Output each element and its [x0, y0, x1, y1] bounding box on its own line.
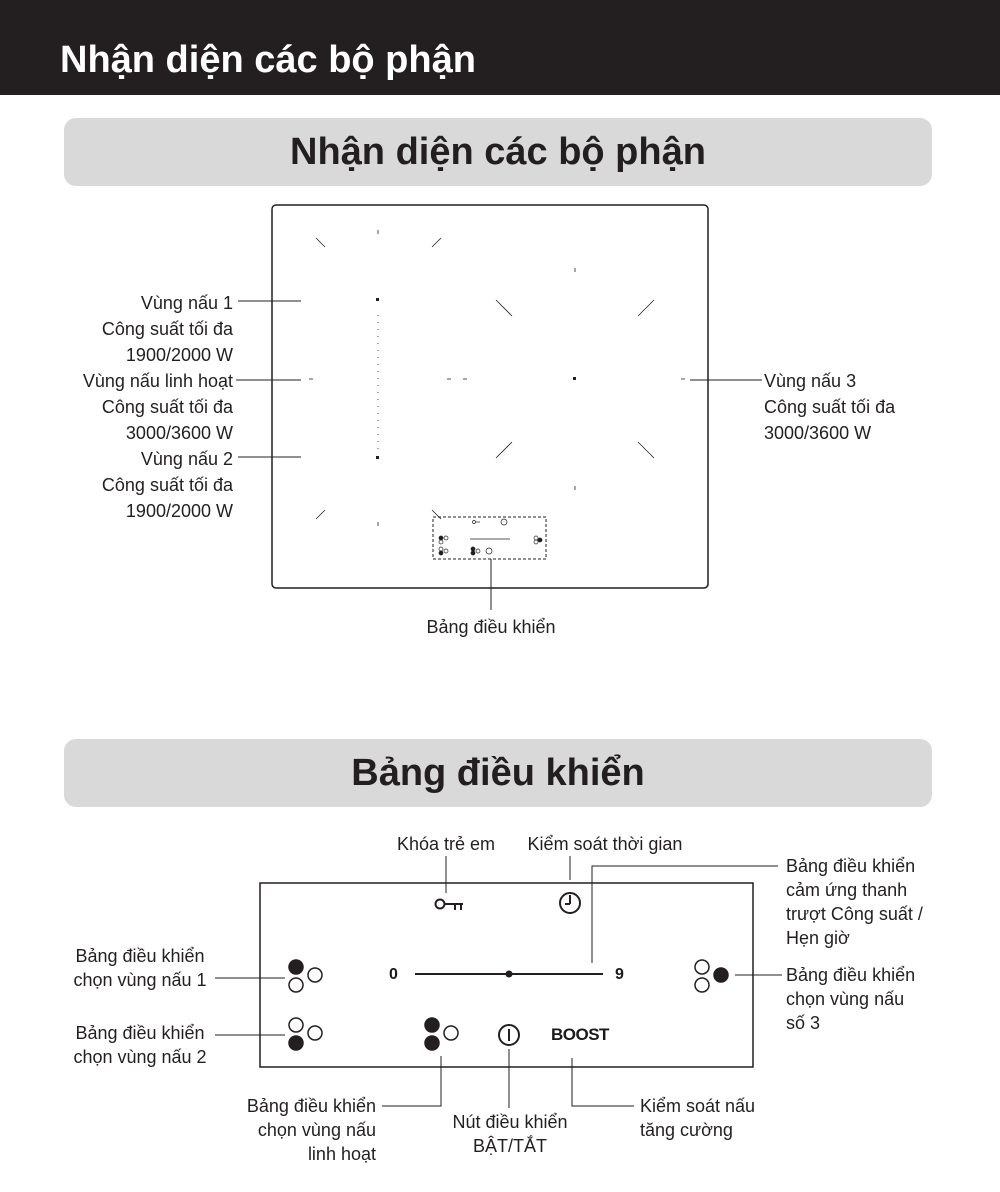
zone3-select-label-line: số 3	[786, 1013, 821, 1033]
zone2-power-label: Công suất tối đa	[101, 475, 233, 495]
child-lock-label: Khóa trẻ em	[396, 834, 496, 854]
zone1-power: 1900/2000 W	[125, 345, 233, 365]
slider-label	[786, 854, 923, 950]
zone1-power-label: Công suất tối đa	[101, 319, 233, 339]
slider-label-line: trượt Công suất /	[786, 904, 923, 924]
zone2-select-label-line: Bảng điều khiển	[75, 1023, 205, 1043]
control-panel-label: Bảng điều khiển	[426, 617, 556, 637]
section-panel-title: Bảng điều khiển	[64, 739, 932, 807]
zone3-power: 3000/3600 W	[764, 423, 872, 443]
zone3-power-label: Công suất tối đa	[764, 397, 896, 417]
section-parts-title: Nhận diện các bộ phận	[64, 118, 932, 186]
slider-label-line: Bảng điều khiển	[786, 856, 916, 876]
flex-zone-name: Vùng nấu linh hoạt	[82, 371, 233, 391]
slider-max-label: 9	[615, 966, 624, 983]
zone1-select-label-line: chọn vùng nấu 1	[73, 970, 207, 990]
timer-label: Kiểm soát thời gian	[527, 834, 683, 854]
flex-select-label-line: chọn vùng nấu	[257, 1120, 376, 1140]
flex-zone-label	[83, 368, 233, 446]
zone1-label	[102, 290, 233, 368]
slider-knob	[506, 971, 513, 978]
zone2-name: Vùng nấu 2	[140, 449, 233, 469]
zone3-select-label	[786, 963, 915, 1035]
boost-button[interactable]: BOOST	[551, 1025, 609, 1044]
zone1-select-label	[60, 944, 220, 992]
zone2-power: 1900/2000 W	[125, 501, 233, 521]
flex-select-label-line: Bảng điều khiển	[246, 1096, 376, 1116]
flex-zone-power: 3000/3600 W	[125, 423, 233, 443]
boost-control-label-line: tăng cường	[640, 1120, 733, 1140]
zone3-select-label-line: Bảng điều khiển	[786, 965, 916, 985]
zone2-select-label	[60, 1021, 220, 1069]
zone3-select-label-line: chọn vùng nấu	[786, 989, 905, 1009]
slider-label-line: Hẹn giờ	[786, 928, 850, 948]
power-button-label-line: BẬT/TẮT	[472, 1136, 547, 1156]
power-button-label-line: Nút điều khiển	[452, 1112, 568, 1132]
zone1-select-label-line: Bảng điều khiển	[75, 946, 205, 966]
flex-zone-power-label: Công suất tối đa	[101, 397, 233, 417]
zone1-name: Vùng nấu 1	[140, 293, 233, 313]
flex-select-label	[247, 1094, 376, 1166]
header-title: Nhận diện các bộ phận	[60, 39, 476, 81]
hob-outline	[272, 205, 708, 588]
zone3-label	[764, 368, 895, 446]
power-button-label	[428, 1110, 592, 1158]
zone2-select-label-line: chọn vùng nấu 2	[73, 1047, 207, 1067]
flex-select-label-line: linh hoạt	[307, 1144, 376, 1164]
slider-label-line: cảm ứng thanh	[786, 880, 908, 900]
boost-control-label	[640, 1094, 755, 1142]
slider-min-label: 0	[389, 966, 398, 983]
zone2-label	[102, 446, 233, 524]
zone3-name: Vùng nấu 3	[764, 371, 857, 391]
boost-control-label-line: Kiểm soát nấu	[640, 1096, 756, 1116]
